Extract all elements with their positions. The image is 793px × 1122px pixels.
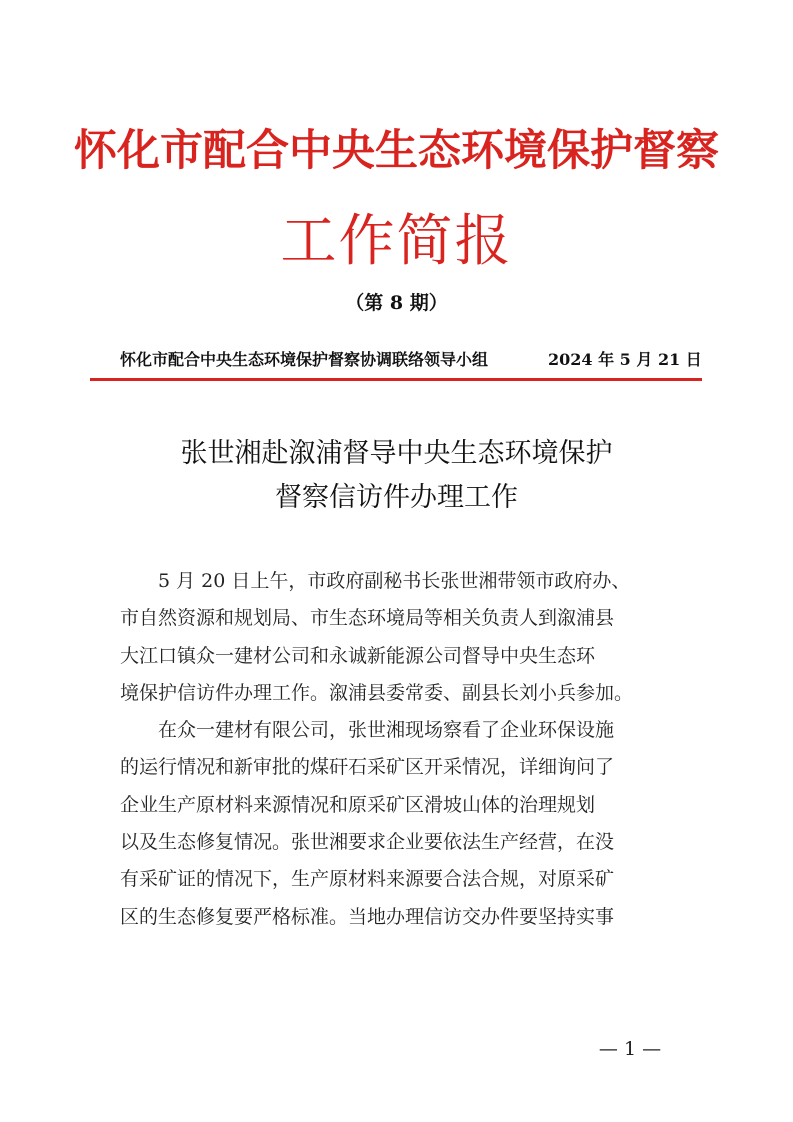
text-line: 的运行情况和新审批的煤矸石采矿区开采情况，详细询问了 [120,756,615,779]
masthead-subtitle: 工作简报 [280,209,513,274]
red-divider [90,378,702,381]
paragraph [120,712,680,936]
text-line: 在众一建材有限公司，张世湘现场察看了企业环保设施 [158,719,615,742]
text-line: 5 月 20 日上午，市政府副秘书长张世湘带领市政府办、 [158,570,631,592]
masthead-title: 怀化市配合中央生态环境保护督察 [74,126,719,176]
text-line: 企业生产原材料来源情况和原采矿区滑坡山体的治理规划 [120,793,596,816]
page-number: — 1 — [598,1038,662,1060]
article-body [120,563,680,936]
issue-number: （第 8 期） [345,292,448,314]
article-title-line: 张世湘赴溆浦督导中央生态环境保护 [180,438,613,469]
text-line: 以及生态修复情况。张世湘要求企业要依法生产经营，在没 [120,831,615,854]
text-line: 有采矿证的情况下，生产原材料来源要合法合规，对原采矿 [120,868,615,891]
text-line: 大江口镇众一建材公司和永诚新能源公司督导中央生态环 [120,644,596,667]
paragraph [120,563,680,712]
article-title-line: 督察信访件办理工作 [275,482,518,513]
text-line: 区的生态修复要严格标准。当地办理信访交办件要坚持实事 [120,905,615,928]
issue-date: 2024 年 5 月 21 日 [548,350,702,369]
article-title [0,432,793,520]
text-line: 市自然资源和规划局、市生态环境局等相关负责人到溆浦县 [120,607,615,630]
issuing-organization: 怀化市配合中央生态环境保护督察协调联络领导小组 [120,350,489,369]
text-line: 境保护信访件办理工作。溆浦县委常委、副县长刘小兵参加。 [120,681,634,704]
